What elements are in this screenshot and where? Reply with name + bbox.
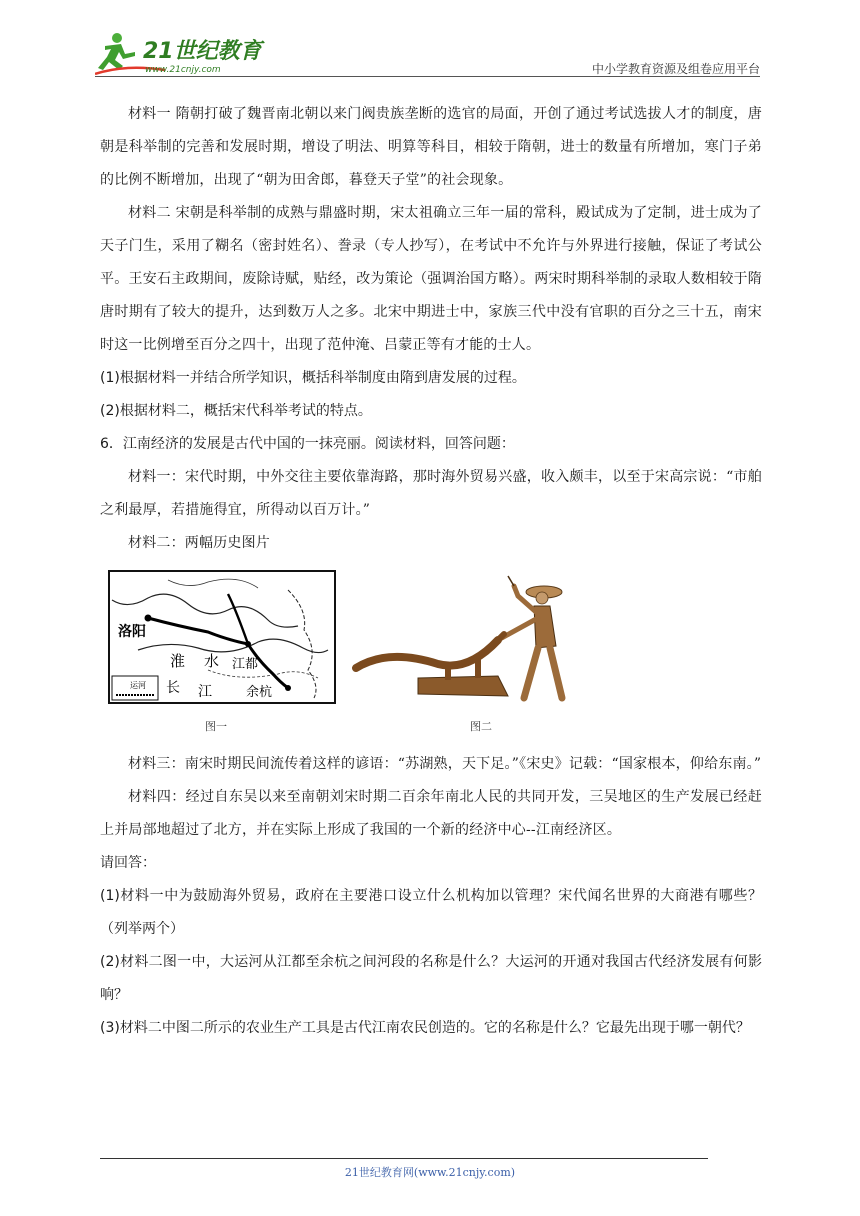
label-luoyang: 洛阳 <box>118 624 146 640</box>
farmer-figure <box>498 576 562 698</box>
question-5-2: (2)根据材料二，概括宋代科举考试的特点。 <box>100 403 372 419</box>
figure-1-caption: 图一 <box>205 720 227 733</box>
q6-material-2: 材料二：两幅历史图片 <box>128 535 270 551</box>
footer-divider <box>100 1158 708 1159</box>
label-huai: 淮 <box>170 652 186 670</box>
luoyang-marker <box>145 615 152 622</box>
label-chang: 长 <box>166 680 180 696</box>
label-jiang: 江 <box>198 684 212 700</box>
logo-url: www.21cnjy.com <box>145 65 221 75</box>
plough-illustration <box>348 568 576 708</box>
figure-2-caption: 图二 <box>470 720 492 733</box>
label-jiangdu: 江都 <box>232 657 259 672</box>
logo-text: 21世纪教育 <box>143 39 262 64</box>
jiangdu-marker <box>245 641 251 647</box>
q6-material-1: 材料一：宋代时期，中外交往主要依靠海路，那时海外贸易兴盛，收入颇丰，以至于宋高宗说：“市舶之利最厚，若措施得宜，所得动以百万计。” <box>100 469 762 518</box>
answer-prompt: 请回答： <box>100 855 156 871</box>
q6-material-4: 材料四：经过自东吴以来至南朝刘宋时期二百余年南北人民的共同开发，三吴地区的生产发展已经赶上并局部地超过了北方，并在实际上形成了我国的一个新的经济中心--江南经济区。 <box>100 789 762 838</box>
label-yuhang: 余杭 <box>246 685 273 700</box>
question-5-1: (1)根据材料一并结合所学知识，概括科举制度由隋到唐发展的过程。 <box>100 370 526 386</box>
document-body <box>100 98 762 1045</box>
platform-name: 中小学教育资源及组卷应用平台 <box>591 62 760 76</box>
header-divider <box>95 76 760 77</box>
q6-material-3: 材料三：南宋时期民间流传着这样的谚语：“苏湖熟，天下足。”《宋史》记载：“国家根本，仰给东南。” <box>128 756 762 772</box>
page-header <box>95 30 760 82</box>
material-1: 材料一 隋朝打破了魏晋南北朝以来门阀贵族垄断的选官的局面，开创了通过考试选拔人才的制度，唐朝是科举制的完善和发展时期，增设了明法、明算等科目，相较于隋朝，进士的数量有所增加，寒门子弟的比例不断增加，出现了“朝为田舍郎，暮登天子堂”的社会现象。 <box>100 106 762 188</box>
curved-shaft-plough <box>356 634 508 696</box>
yuhang-marker <box>285 685 291 691</box>
material-2: 材料二 宋朝是科举制的成熟与鼎盛时期，宋太祖确立三年一届的常科，殿试成为了定制，进士成为了天子门生，采用了糊名（密封姓名）、誊录（专人抄写），在考试中不允许与外界进行接触，保证了考试公平。王安石主政期间，废除诗赋，贴经，改为策论（强调治国方略）。两宋时期科举制的录取人数相较于隋唐时期有了较大的提升，达到数万人之多。北宋中期进士中，家族三代中没有官职的百分之三十五，南宋时这一比例增至百分之四十，出现了范仲淹、吕蒙正等有才能的士人。 <box>100 205 762 353</box>
footer-link[interactable]: 21世纪教育网(www.21cnjy.com) <box>344 1166 516 1179</box>
question-6-title: 6．江南经济的发展是古代中国的一抹亮丽。阅读材料，回答问题： <box>100 436 515 452</box>
sub-question-3: (3)材料二中图二所示的农业生产工具是古代江南农民创造的。它的名称是什么？它最先出现于哪一朝代？ <box>100 1020 750 1036</box>
logo <box>95 30 265 78</box>
figures <box>100 568 762 748</box>
sub-question-1: (1)材料一中为鼓励海外贸易，政府在主要港口设立什么机构加以管理？宋代闻名世界的大商港有哪些？（列举两个） <box>100 888 762 937</box>
sub-question-2: (2)材料二图一中，大运河从江都至余杭之间河段的名称是什么？大运河的开通对我国古代经济发展有何影响？ <box>100 954 762 1003</box>
legend-label: 运河 <box>130 681 146 690</box>
canal-map-figure <box>108 570 336 704</box>
label-shui: 水 <box>204 652 220 670</box>
